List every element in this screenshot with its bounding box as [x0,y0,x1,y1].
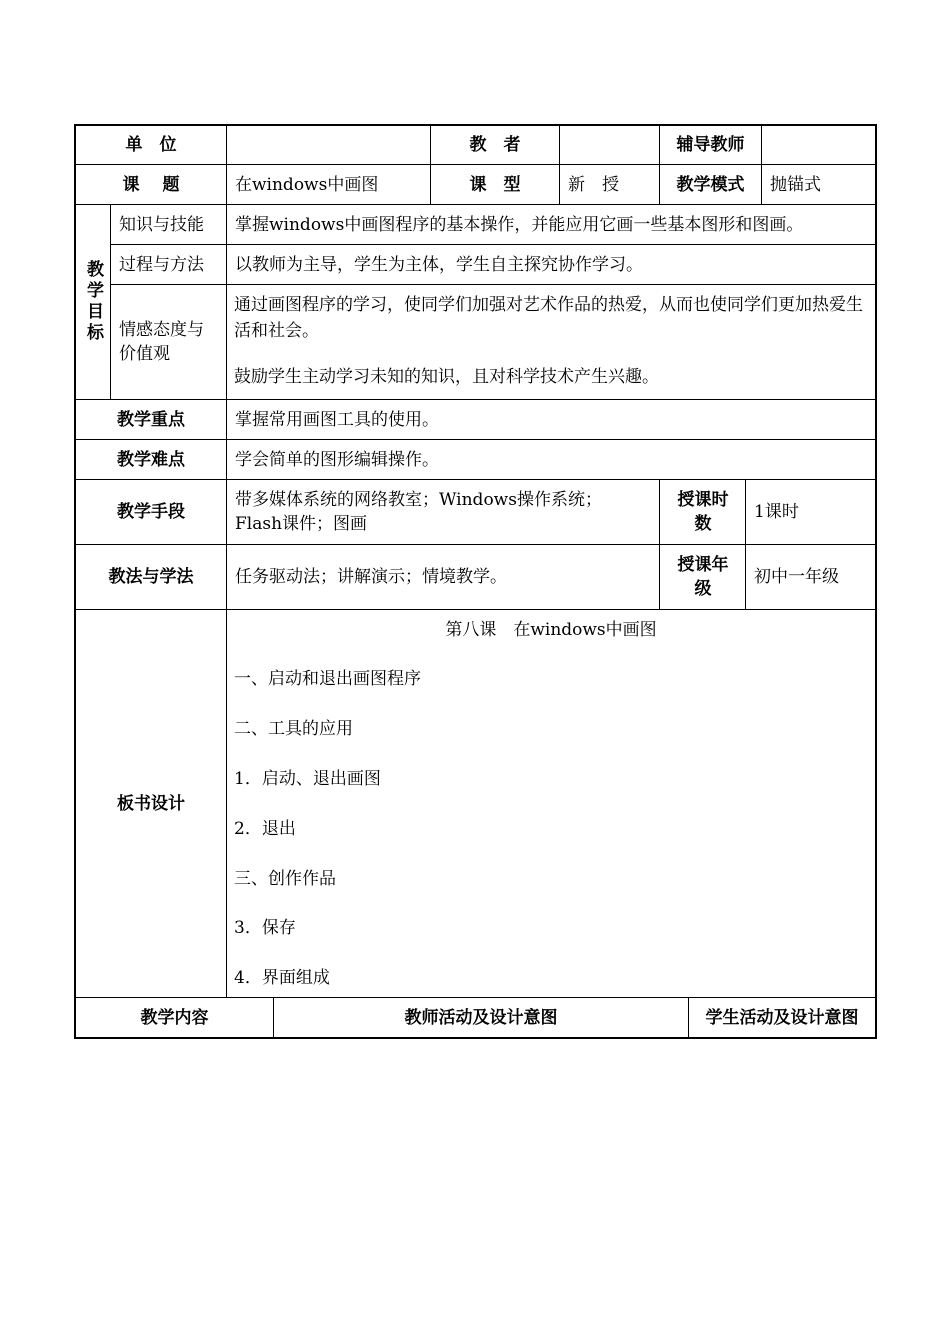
board-label: 板书设计 [117,793,185,814]
board-line-1: 一、启动和退出画图程序 [234,669,421,689]
methods-text: 任务驱动法；讲解演示；情境教学。 [235,567,507,587]
means-label: 教学手段 [117,502,185,522]
goal-label-knowledge: 知识与技能 [119,214,204,235]
topic-value: 在windows中画图 [235,174,379,195]
board-line-7: 4．界面组成 [234,968,330,988]
mode-label: 教学模式 [676,174,745,195]
goal-text-process: 以教师为主导，学生为主体，学生自主探究协作学习。 [235,254,643,275]
tutor-value [762,126,875,164]
goal-label-attitude: 情感态度与价值观 [119,320,204,364]
goal-label-process: 过程与方法 [119,254,204,275]
hours-label: 授课时数 [677,490,729,534]
mode-value: 抛锚式 [770,174,821,195]
goal-text-attitude-2: 鼓励学生主动学习未知的知识，且对科学技术产生兴趣。 [234,367,659,387]
board-title: 第八课 在windows中画图 [445,620,657,640]
student-activity-header: 学生活动及设计意图 [705,1007,859,1028]
grade-value: 初中一年级 [754,567,839,587]
difficulty-label: 教学难点 [117,449,185,470]
content-header: 教学内容 [140,1007,209,1028]
board-line-5: 三、创作作品 [234,869,336,889]
board-line-2: 二、工具的应用 [234,719,353,739]
board-line-6: 3．保存 [234,918,296,938]
type-label: 课 型 [469,174,521,195]
focus-label: 教学重点 [117,409,185,430]
unit-value [227,126,430,164]
unit-label: 单 位 [125,135,177,155]
teacher-value [560,126,659,164]
board-line-3: 1．启动、退出画图 [234,769,381,789]
teacher-label: 教 者 [469,135,521,155]
type-value: 新 授 [568,174,619,195]
methods-label: 教法与学法 [108,567,194,587]
teacher-activity-header: 教师活动及设计意图 [404,1007,558,1028]
goal-text-attitude: 通过画图程序的学习，使同学们加强对艺术作品的热爱，从而也使同学们更加热爱生活和社会。 [234,295,863,341]
goal-text-attitude-block [234,292,871,390]
focus-text: 掌握常用画图工具的使用。 [235,409,439,430]
goal-text-knowledge: 掌握windows中画图程序的基本操作，并能应用它画一些基本图形和图画。 [235,214,804,235]
difficulty-text: 学会简单的图形编辑操作。 [235,449,439,470]
hours-value: 1课时 [754,502,799,522]
grade-label: 授课年级 [677,555,729,599]
goals-group-text: 教学目标 [83,260,103,344]
goals-group-label [76,205,110,399]
topic-label: 课 题 [122,174,180,195]
tutor-label: 辅导教师 [676,135,745,155]
means-text: 带多媒体系统的网络教室；Windows操作系统；Flash课件；图画 [235,490,602,534]
board-line-4: 2．退出 [234,819,296,839]
